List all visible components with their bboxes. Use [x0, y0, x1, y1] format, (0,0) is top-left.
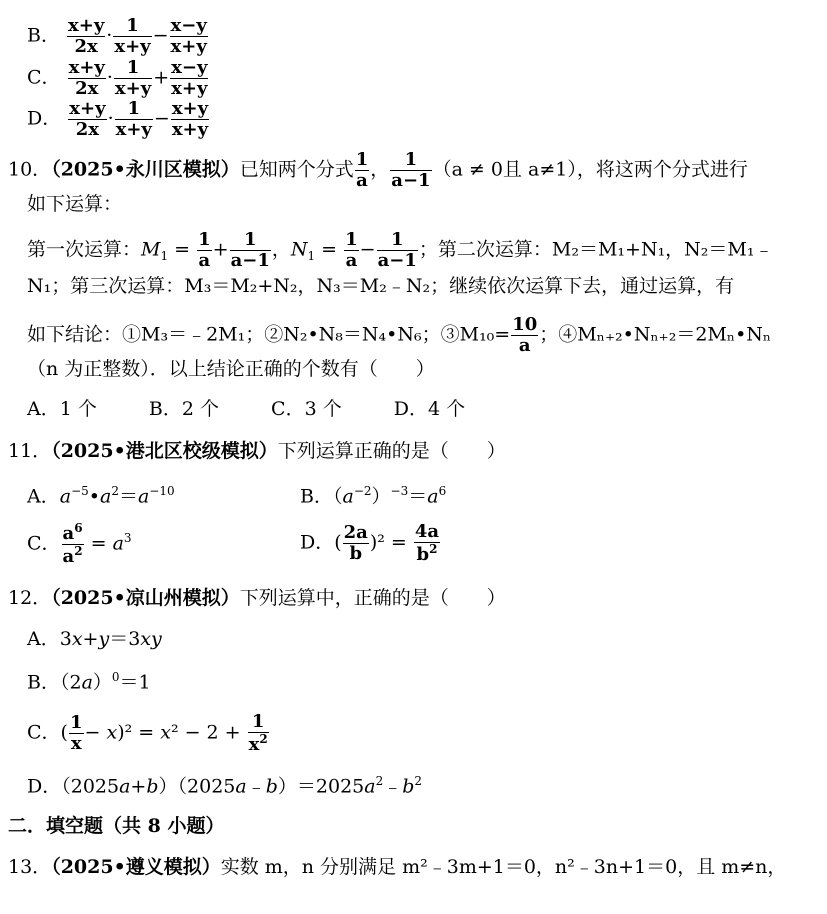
operator: + — [153, 66, 170, 89]
question-source: （2025•港北区校级模拟） — [51, 440, 278, 462]
option-d-prev: D． $\frac{x+y}{2x}$ · $\frac{1}{x+y}$ − $\frac{x+y}{x+y}$ — [27, 98, 209, 140]
q10-line2: 如下运算： — [27, 193, 123, 215]
option-label: C． — [27, 721, 61, 744]
option-c-prev: C． $\frac{x+y}{2x}$ · $\frac{1}{x+y}$ + $\frac{x-y}{x+y}$ — [27, 57, 208, 99]
fraction: $\frac{x-y}{x+y}$ — [170, 15, 207, 57]
q12-option-a: A．3x+y＝3xy — [27, 628, 162, 650]
question-text: 下列运算中，正确的是（ ） — [239, 587, 506, 609]
question-source: （2025•遵义模拟） — [51, 856, 221, 878]
question-text: （a ≠ 0且 a≠1），将这两个分式进行 — [432, 158, 748, 181]
option-label: B． — [27, 24, 60, 47]
option-c: C．3 个 — [271, 398, 342, 420]
section-title: 二．填空题（共 8 小题） — [8, 815, 225, 837]
option-b: B．2 个 — [148, 398, 219, 420]
fraction: $\frac{1}{a-1}$ — [377, 229, 417, 271]
question-text: 如下结论：①M₃＝﹣2M₁；②N₂•N₈＝N₄•N₆；③M₁₀= — [27, 323, 511, 346]
q12-line1 — [8, 589, 506, 608]
question-number: 13． — [8, 856, 52, 878]
q11-option-b: B．$(a^{-2})^{-3}=a^6$ — [300, 484, 447, 508]
question-text: 实数 m，n 分别满足 m²﹣3m+1＝0，n²﹣3n+1＝0，且 m≠n， — [220, 856, 787, 878]
fraction: $\frac{1}{a}$ — [355, 149, 369, 191]
question-number: 11． — [8, 440, 52, 462]
q10-line1 — [8, 150, 748, 191]
option-a: A．1 个 — [27, 398, 97, 420]
option-b-prev: B． $\frac{x+y}{2x}$ · $\frac{1}{x+y}$ − $\frac{x-y}{x+y}$ — [27, 15, 207, 57]
question-text: 下列运算正确的是（ ） — [277, 440, 506, 462]
q12-option-c: C．( $\frac{1}{x}$ − x)² = x² − 2 + $\frac{1}{x^2}$ — [27, 711, 268, 755]
fraction: $\frac{1}{a-1}$ — [391, 149, 431, 191]
question-text: ；第二次运算：M₂＝M₁+N₁，N₂＝M₁﹣ — [418, 238, 774, 261]
q10-line4: N₁；第三次运算：M₃＝M₂+N₂，N₃＝M₂﹣N₂；继续依次运算下去，通过运算，有 — [27, 275, 735, 297]
q11-option-a: A．$a^{-5}•a^2=a^{-10}$ — [27, 484, 175, 508]
fraction: $\frac{x+y}{2x}$ — [69, 98, 106, 140]
q10-line3: 第一次运算：$M_1$ = $\frac{1}{a}$ + $\frac{1}{a-1}$ ，$N_1$ = $\frac{1}{a}$ − $\frac{1}{a-1}$ ；第二次运算：M₂＝M₁+N₁，N₂＝M₁﹣ — [27, 229, 774, 271]
option-d: D．4 个 — [393, 398, 466, 420]
option-label: A． — [27, 628, 60, 650]
fraction: $\frac{a^6}{a^2}$ — [62, 521, 83, 567]
question-number: 10． — [8, 158, 52, 181]
option-label: C． — [27, 66, 61, 89]
fraction: $\frac{1}{x+y}$ — [114, 57, 152, 99]
fraction: $\frac{1}{x+y}$ — [114, 15, 151, 57]
option-label: D． — [300, 531, 335, 554]
q11-option-d: D．( $\frac{2a}{b}$ )² = $\frac{4a}{b^2}$ — [300, 521, 440, 565]
option-label: D． — [27, 775, 62, 798]
q10-options — [27, 400, 465, 419]
option-label: B． — [27, 671, 60, 694]
fraction: $\frac{1}{a}$ — [198, 229, 211, 271]
question-source: （2025•永川区模拟） — [51, 158, 240, 181]
question-text: 已知两个分式 — [239, 158, 354, 181]
q10-line6: （n 为正整数）．以上结论正确的个数有（ ） — [27, 358, 435, 380]
fraction: $\frac{x+y}{x+y}$ — [171, 98, 209, 140]
operator: − — [153, 107, 170, 130]
fraction: $\frac{x+y}{2x}$ — [68, 57, 105, 99]
fraction: $\frac{1}{x^2}$ — [248, 711, 268, 755]
separator: ， — [370, 158, 390, 181]
fraction: $\frac{4a}{b^2}$ — [414, 521, 440, 565]
option-label: A． — [27, 485, 60, 508]
q11-line1 — [8, 442, 506, 461]
fraction: $\frac{10}{a}$ — [512, 314, 538, 356]
fraction: $\frac{x-y}{x+y}$ — [171, 57, 208, 99]
q12-option-b: B．$(2a)^0=1$ — [27, 670, 151, 694]
fraction: $\frac{x+y}{2x}$ — [68, 15, 105, 57]
q12-option-d: D．$(2025a+b)(2025a﹣b)=2025a^2﹣b^2$ — [27, 774, 423, 798]
q10-line5 — [27, 315, 771, 356]
question-text: 第一次运算： — [27, 238, 142, 261]
fraction: $\frac{1}{a}$ — [345, 229, 358, 271]
question-source: （2025•凉山州模拟） — [51, 587, 240, 609]
option-label: C． — [27, 532, 61, 555]
operator: − — [152, 24, 169, 47]
fraction: $\frac{2a}{b}$ — [343, 522, 368, 564]
q13-line1 — [8, 858, 786, 877]
fraction: $\frac{1}{x}$ — [69, 712, 83, 754]
fraction: $\frac{1}{x+y}$ — [115, 98, 152, 140]
option-label: B． — [300, 485, 333, 508]
q11-option-c: C． $\frac{a^6}{a^2}$ = $a^3$ — [27, 521, 132, 567]
question-number: 12． — [8, 587, 52, 609]
option-label: D． — [27, 107, 62, 130]
question-text: ；④Mₙ₊₂•Nₙ₊₂＝2Mₙ•Nₙ — [539, 323, 772, 346]
fraction: $\frac{1}{a-1}$ — [230, 229, 270, 271]
